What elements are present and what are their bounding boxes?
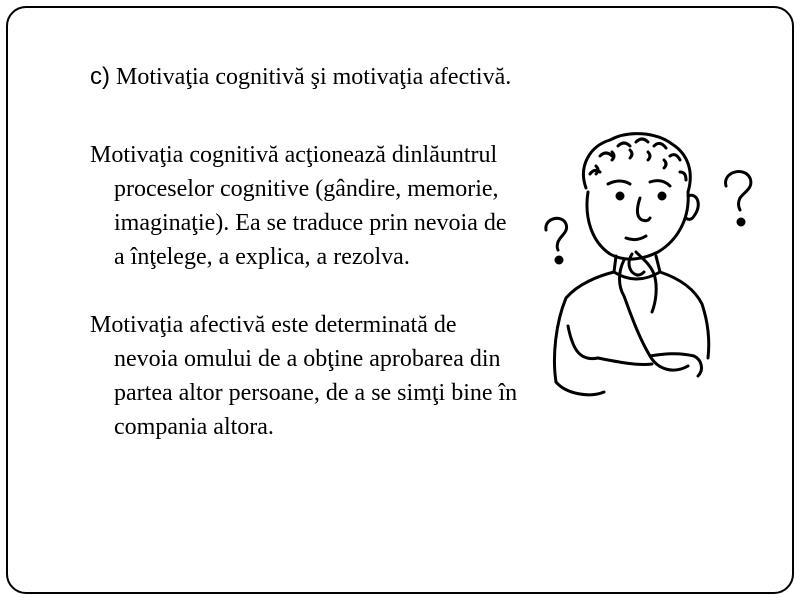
- slide-text: [90, 60, 520, 478]
- section-heading: [90, 60, 520, 94]
- section-marker: c): [90, 63, 110, 90]
- slide-frame: [6, 6, 794, 594]
- thinking-person-icon: [538, 126, 768, 426]
- paragraph-cognitive: Motivaţia cognitivă acţionează dinlăuntrul proceselor cognitive (gândire, memorie, imaginaţie). Ea se traduce prin nevoia de a înţelege, a explica, a rezolva.: [90, 142, 507, 270]
- paragraph-affective: Motivaţia afectivă este determinată de nevoia omului de a obţine aprobarea din partea altor persoane, de a se simţi bine în compania altora.: [90, 312, 518, 440]
- section-heading-text: Motivaţia cognitivă şi motivaţia afectivă.: [110, 64, 512, 90]
